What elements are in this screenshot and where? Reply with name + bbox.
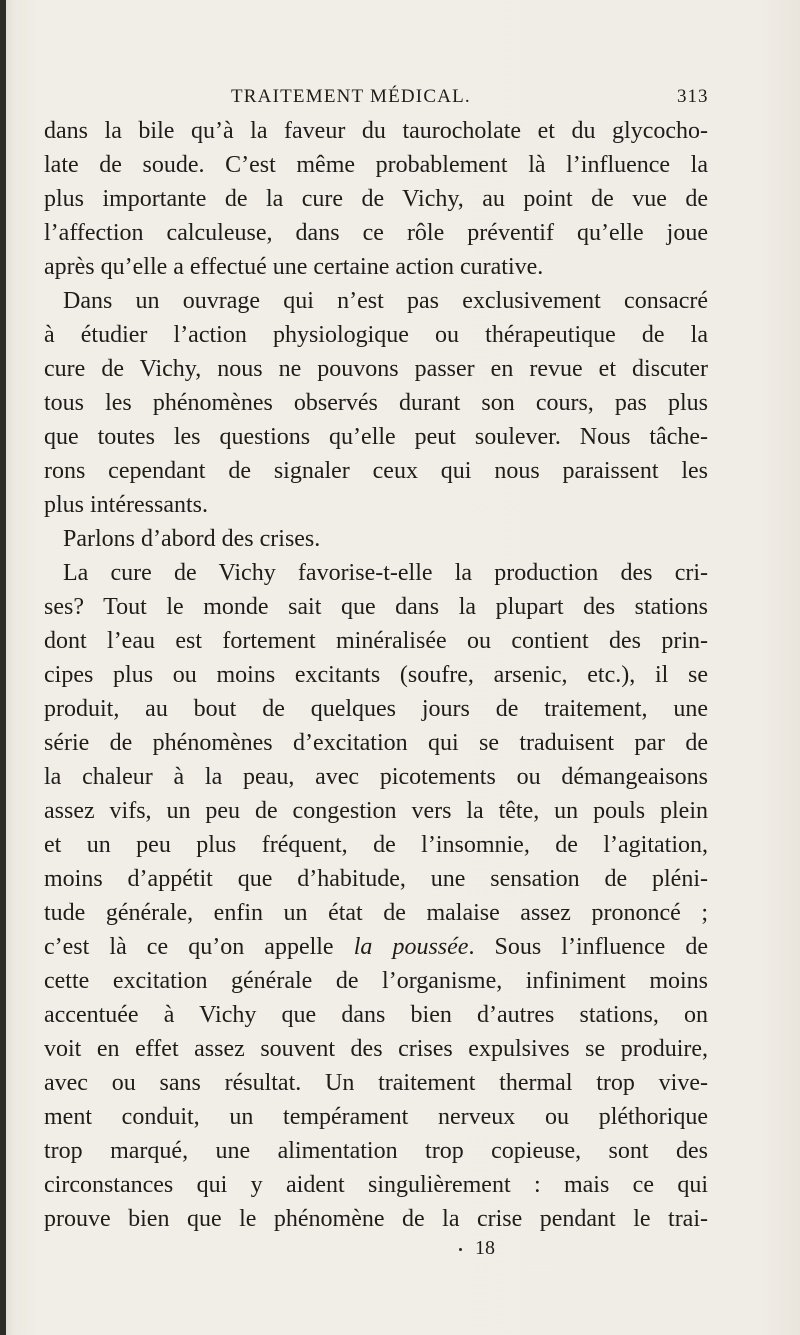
running-title: TRAITEMENT MÉDICAL. bbox=[231, 86, 471, 107]
text-line: la chaleur à la peau, avec picotements ou démangeaisons bbox=[44, 764, 708, 790]
text-line: plus importante de la cure de Vichy, au point de vue de bbox=[44, 186, 708, 212]
signature-mark: 18 bbox=[475, 1237, 495, 1259]
text-line: trop marqué, une alimentation trop copieuse, sont des bbox=[44, 1138, 708, 1164]
text-line: cure de Vichy, nous ne pouvons passer en revue et discuter bbox=[44, 356, 708, 382]
text-line: avec ou sans résultat. Un traitement thermal trop vive- bbox=[44, 1070, 708, 1096]
print-dot bbox=[459, 1248, 462, 1251]
text-line: après qu’elle a effectué une certaine action curative. bbox=[44, 254, 544, 280]
italic-term: la poussée bbox=[353, 934, 469, 960]
text-line: late de soude. C’est même probablement là l’influence la bbox=[44, 152, 708, 178]
text-line: ses? Tout le monde sait que dans la plupart des stations bbox=[44, 594, 708, 620]
text-line: ment conduit, un tempérament nerveux ou pléthorique bbox=[44, 1104, 708, 1130]
text-line: à étudier l’action physiologique ou thérapeutique de la bbox=[44, 322, 708, 348]
text-line: dans la bile qu’à la faveur du taurocholate et du glycocho- bbox=[44, 118, 708, 144]
text-line: et un peu plus fréquent, de l’insomnie, de l’agitation, bbox=[44, 832, 708, 858]
text-line: série de phénomènes d’excitation qui se traduisent par de bbox=[44, 730, 708, 756]
text-line: que toutes les questions qu’elle peut soulever. Nous tâche- bbox=[44, 424, 708, 450]
text-line: c’est là ce qu’on appelle la poussée. Sous l’influence de bbox=[44, 934, 708, 960]
text-line: l’affection calculeuse, dans ce rôle préventif qu’elle joue bbox=[44, 220, 708, 246]
text-line: tude générale, enfin un état de malaise assez prononcé ; bbox=[44, 900, 708, 926]
text-line: accentuée à Vichy que dans bien d’autres stations, on bbox=[44, 1002, 708, 1028]
text-line: produit, au bout de quelques jours de traitement, une bbox=[44, 696, 708, 722]
text-line: tous les phénomènes observés durant son cours, pas plus bbox=[44, 390, 708, 416]
text-line: La cure de Vichy favorise-t-elle la production des cri- bbox=[63, 560, 708, 586]
text-line: voit en effet assez souvent des crises expulsives se produire, bbox=[44, 1036, 708, 1062]
text-line: moins d’appétit que d’habitude, une sensation de pléni- bbox=[44, 866, 708, 892]
page-number: 313 bbox=[677, 86, 709, 107]
text-line: prouve bien que le phénomène de la crise pendant le trai- bbox=[44, 1206, 708, 1232]
text-line: circonstances qui y aident singulièrement : mais ce qui bbox=[44, 1172, 708, 1198]
text-line: plus intéressants. bbox=[44, 492, 208, 518]
text-line: dont l’eau est fortement minéralisée ou contient des prin- bbox=[44, 628, 708, 654]
page-header bbox=[0, 86, 800, 114]
text-line: assez vifs, un peu de congestion vers la tête, un pouls plein bbox=[44, 798, 708, 824]
page-binding-edge bbox=[0, 0, 6, 1335]
text-line: cette excitation générale de l’organisme, infiniment moins bbox=[44, 968, 708, 994]
text-line: cipes plus ou moins excitants (soufre, arsenic, etc.), il se bbox=[44, 662, 708, 688]
text-line: rons cependant de signaler ceux qui nous paraissent les bbox=[44, 458, 708, 484]
text-line: Parlons d’abord des crises. bbox=[63, 526, 321, 552]
text-line: Dans un ouvrage qui n’est pas exclusivement consacré bbox=[63, 288, 708, 314]
